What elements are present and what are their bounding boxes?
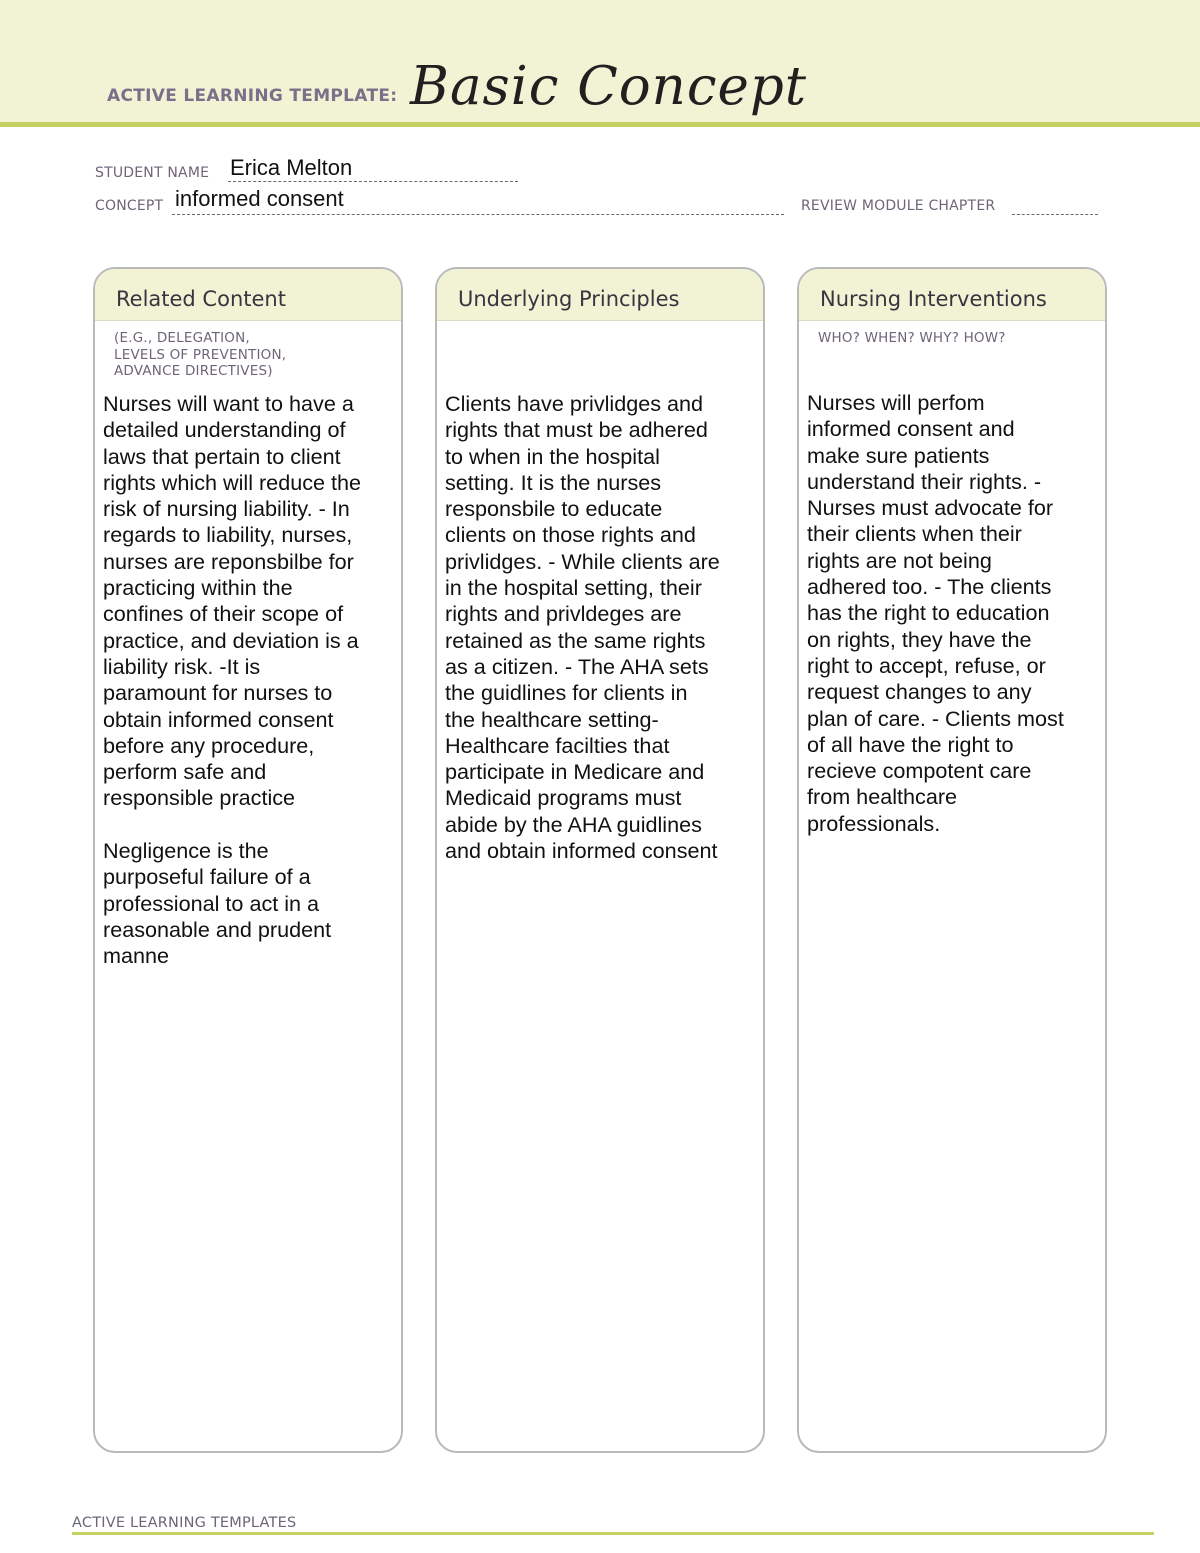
footer-rule (72, 1532, 1154, 1535)
header-rule (0, 122, 1200, 127)
footer-label: ACTIVE LEARNING TEMPLATES (72, 1515, 297, 1531)
related-content-panel (93, 267, 403, 1453)
related-content-text[interactable]: Nurses will want to have a detailed understanding of laws that pertain to client rights which will reduce the risk of nursing liability. - In regards to liability, nurses, nurses are reponsbilbe for practicing within the confines of their scope of practice, and deviation is a liability risk. -It is paramount for nurses to obtain informed consent before any procedure, perform safe and responsible practice Negligence is the purposeful failure of a professional to act in a reasonable and prudent manne (103, 391, 362, 969)
review-module-label: REVIEW MODULE CHAPTER (801, 198, 996, 214)
underlying-principles-panel (435, 267, 765, 1453)
student-name-label: STUDENT NAME (95, 165, 210, 181)
related-content-heading: Related Content (95, 269, 401, 321)
nursing-interventions-heading: Nursing Interventions (799, 269, 1105, 321)
related-content-hint: (E.G., DELEGATION, LEVELS OF PREVENTION, ADVANCE DIRECTIVES) (114, 330, 287, 379)
underlying-principles-heading: Underlying Principles (437, 269, 763, 321)
student-name-line (228, 181, 518, 182)
template-label: ACTIVE LEARNING TEMPLATE: (107, 86, 398, 106)
review-module-line (1012, 214, 1098, 215)
nursing-interventions-panel (797, 267, 1107, 1453)
student-name-field[interactable]: Erica Melton (230, 155, 353, 180)
concept-field[interactable]: informed consent (175, 186, 344, 211)
concept-label: CONCEPT (95, 198, 164, 214)
nursing-interventions-text[interactable]: Nurses will perfom informed consent and make sure patients understand their rights. - Nurses must advocate for their clients when their rights are not being adhered too. - The clients has the right to education on rights, they have the right to accept, refuse, or request changes to any plan of care. - Clients most of all have the right to recieve compotent care from healthcare professionals. (807, 390, 1064, 836)
nursing-interventions-hint: WHO? WHEN? WHY? HOW? (818, 330, 1006, 346)
underlying-principles-text[interactable]: Clients have privlidges and rights that must be adhered to when in the hospital setting. It is the nurses responsbile to educate clients on those rights and privlidges. - While clients are in the hospital setting, their rights and privldeges are retained as the same rights as a citizen. - The AHA sets the guidlines for clients in the healthcare setting- Healthcare facilties that participate in Medicare and Medicaid programs must abide by the AHA guidlines and obtain informed consent (445, 391, 720, 864)
template-title: Basic Concept (410, 56, 808, 117)
concept-line (172, 214, 784, 215)
